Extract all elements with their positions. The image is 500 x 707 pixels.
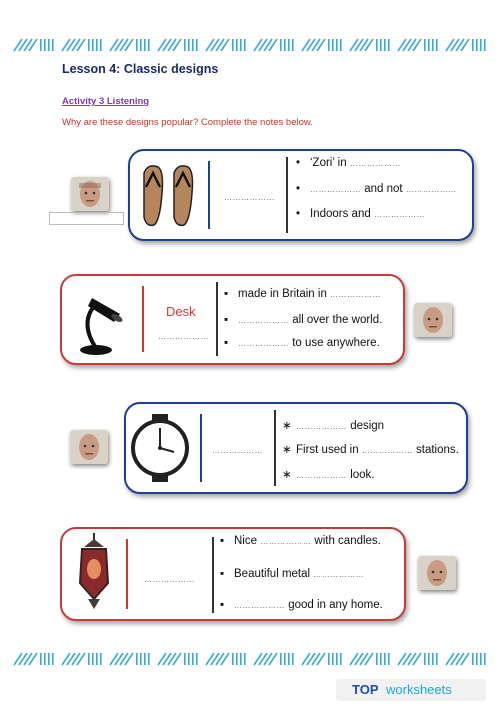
lantern-image — [74, 533, 114, 613]
instructions: Why are these designs popular? Complete the notes below. — [62, 117, 313, 128]
bullet: • — [296, 157, 301, 169]
answer-blank: ……………… — [310, 185, 361, 194]
card-lamp — [60, 274, 405, 365]
logo-top: TOP — [352, 682, 379, 697]
answer-blank: ……………… — [361, 446, 413, 455]
note-line: ∗ ……………… design — [282, 420, 385, 432]
speaker-avatar — [71, 177, 109, 211]
divider — [212, 537, 214, 613]
note-line: • Indoors and ……………… — [296, 208, 425, 220]
card-flipflops — [128, 149, 474, 241]
bullet: • — [296, 183, 301, 195]
bullet: • — [296, 208, 301, 220]
answer-blank: ……………… — [238, 316, 289, 325]
answer-blank: ……………… — [296, 422, 347, 431]
bullet: ▪ — [220, 599, 225, 611]
lesson-title: Lesson 4: Classic designs — [62, 62, 219, 76]
bullet: ∗ — [282, 420, 292, 432]
answer-blank: ……………… — [224, 193, 275, 202]
note-line: ▪ Nice ……………… with candles. — [220, 535, 381, 547]
answer-blank: ……………… — [296, 471, 347, 480]
divider — [200, 414, 202, 482]
divider — [126, 539, 128, 609]
answer-blank: ……………… — [260, 537, 312, 546]
bullet: ▪ — [220, 535, 225, 547]
answer-blank: ……………… — [373, 210, 425, 219]
note-line: ▪ Beautiful metal ……………… — [220, 568, 365, 580]
note-line: ∗ First used in ……………… stations. — [282, 444, 459, 456]
bullet: ▪ — [224, 314, 229, 326]
divider — [208, 161, 210, 229]
bottom-decorative-band — [12, 652, 488, 666]
answer-blank: ……………… — [234, 601, 285, 610]
answer-blank: ……………… — [144, 575, 195, 584]
activity-heading: Activity 3 Listening — [62, 96, 150, 107]
clock-image — [130, 414, 190, 482]
answer-blank: ……………… — [405, 185, 457, 194]
bullet: ▪ — [224, 288, 229, 300]
note-line: ▪ ……………… all over the world. — [224, 314, 383, 326]
answer-blank: ……………… — [238, 339, 289, 348]
answer-blank: ……………… — [330, 290, 382, 299]
answer-box[interactable] — [49, 212, 124, 225]
answer-blank: ……………… — [212, 446, 263, 455]
speaker-avatar — [414, 303, 452, 337]
card-lantern — [60, 527, 406, 621]
note-line: • ……………… and not ……………… — [296, 183, 457, 195]
bullet: ∗ — [282, 469, 292, 481]
answer-blank: ……………… — [313, 570, 365, 579]
divider — [274, 410, 276, 486]
divider — [286, 157, 288, 233]
speaker-avatar — [418, 556, 456, 590]
topworksheets-logo[interactable] — [336, 679, 486, 701]
answer-blank: ……………… — [158, 332, 209, 341]
top-decorative-band — [12, 38, 488, 52]
answer-text: Desk — [166, 304, 196, 319]
answer-blank: ……………… — [349, 159, 401, 168]
desk-lamp-image — [74, 284, 130, 356]
speaker-avatar — [70, 430, 108, 464]
bullet: ▪ — [224, 337, 229, 349]
note-line: ∗ ……………… look. — [282, 469, 375, 481]
note-line: ▪ made in Britain in ……………… — [224, 288, 382, 300]
note-line: ▪ ……………… to use anywhere. — [224, 337, 380, 349]
note-line: ▪ ……………… good in any home. — [220, 599, 383, 611]
divider — [216, 282, 218, 356]
flip-flops-image — [138, 163, 198, 229]
note-line: • ‘Zori’ in ……………… — [296, 157, 401, 169]
divider — [142, 286, 144, 352]
logo-worksheets: worksheets — [386, 682, 452, 697]
card-clock — [124, 402, 468, 494]
bullet: ▪ — [220, 568, 225, 580]
bullet: ∗ — [282, 444, 292, 456]
